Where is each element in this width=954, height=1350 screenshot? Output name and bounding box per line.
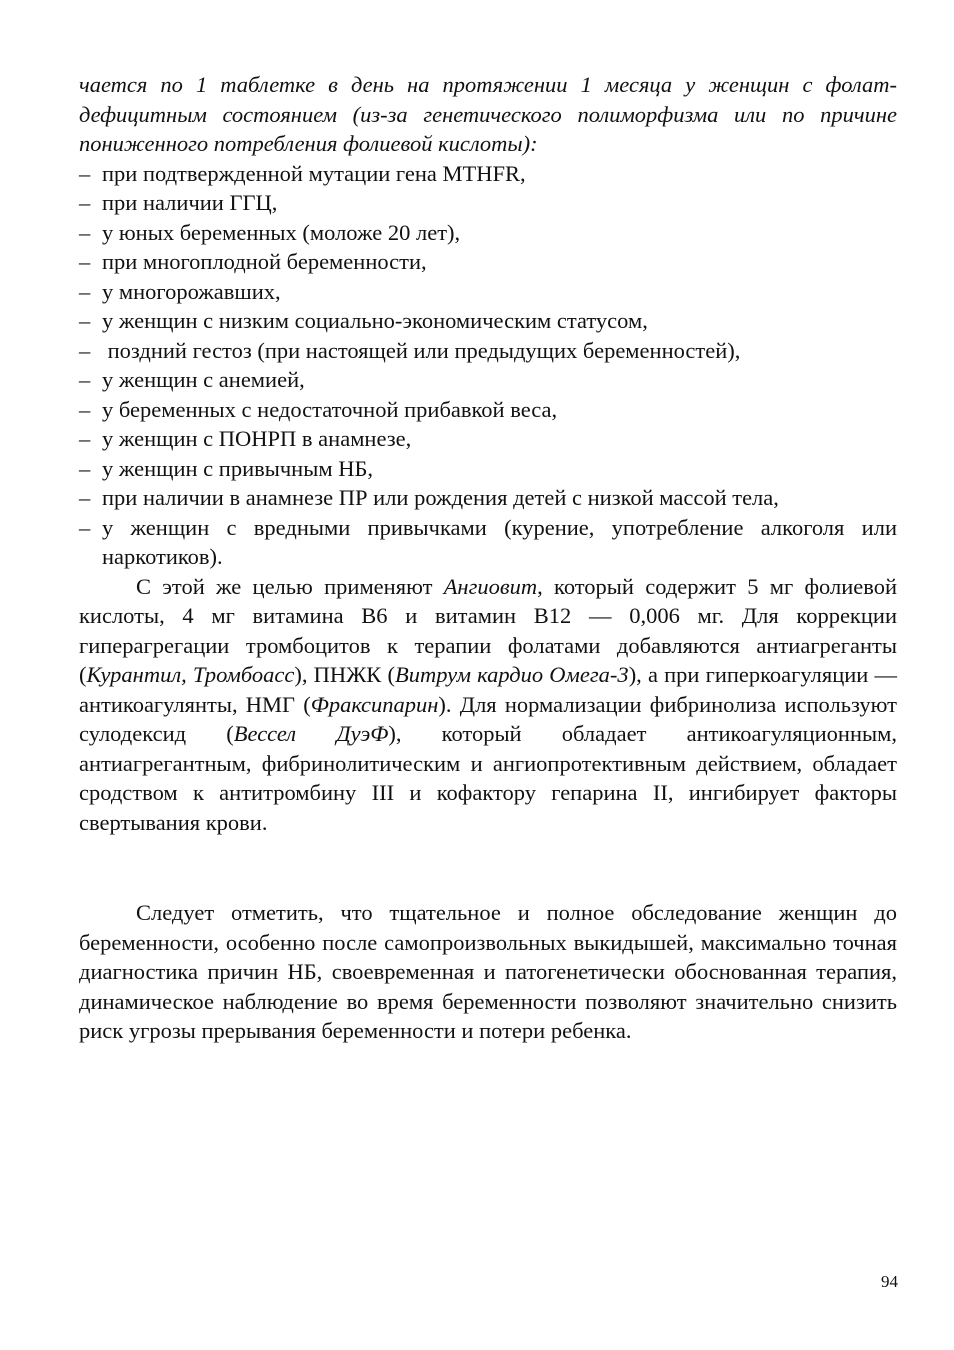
text-segment: ). Для нормализации фибринолиза используют сулодексид ( bbox=[79, 691, 897, 746]
intro-text: чается по 1 таблетке в день на протяжении 1 месяца у женщин с фолат-дефицитным состоянием (из-за генетического полиморфизма или по причине пониженного потребления фолиевой кислоты): bbox=[79, 72, 897, 156]
drug-name: Фраксипарин bbox=[310, 691, 439, 717]
list-item: – при наличии ГГЦ, bbox=[79, 188, 897, 218]
text-segment: С этой же целью применяют bbox=[136, 573, 444, 599]
list-item: – при многоплодной беременности, bbox=[79, 247, 897, 277]
drug-name: Вессел ДуэФ bbox=[233, 721, 389, 746]
list-item: – у женщин с анемией, bbox=[79, 365, 897, 395]
page-body bbox=[79, 70, 897, 1046]
drug-name: Курантил, Тромбоасс bbox=[86, 662, 295, 687]
list-item: – при подтвержденной мутации гена MTHFR, bbox=[79, 159, 897, 189]
list-item: – у женщин с вредными привычками (курение, употребление алкоголя или наркотиков). bbox=[79, 513, 897, 572]
page-number: 94 bbox=[881, 1272, 898, 1291]
list-item: – при наличии в анамнезе ПР или рождения детей с низкой массой тела, bbox=[79, 483, 897, 513]
list-item: – у многорожавших, bbox=[79, 277, 897, 307]
list-item: – у женщин с низким социально-экономическим статусом, bbox=[79, 306, 897, 336]
list-item: – у женщин с привычным НБ, bbox=[79, 454, 897, 484]
conclusion-paragraph: Следует отметить, что тщательное и полное обследование женщин до беременности, особенно после самопроизвольных выкидышей, максимально точная диагностика причин НБ, своевременная и патогенетически обоснованная терапия, динамическое наблюдение во время беременности позволяют значительно снизить риск угрозы прерывания беременности и потери ребенка. bbox=[79, 900, 897, 1043]
drug-name: Витрум кардио Омега-3 bbox=[394, 662, 629, 687]
section-gap bbox=[79, 837, 897, 898]
list-item: – у беременных с недостаточной прибавкой веса, bbox=[79, 395, 897, 425]
text-segment: ), который обладает антикоагуляционным, антиагрегантным, фибринолитическим и ангиопротективным действием, обладает сродством к антитромбину III и кофактору гепарина II, ингибирует факторы свертывания крови. bbox=[79, 721, 897, 835]
list-item: – у женщин с ПОНРП в анамнезе, bbox=[79, 424, 897, 454]
drug-name: Ангиовит bbox=[443, 573, 538, 599]
text-segment: , который содержит 5 мг фолиевой кислоты, 4 мг витамина В6 и витамин В12 — 0,006 мг. Для коррекции гиперагрегации тромбоцитов к терапии фолатами добавляются антиагреганты ( bbox=[79, 573, 897, 687]
text-segment: ), а при гиперкоагуляции — антикоагулянты, НМГ ( bbox=[79, 662, 898, 717]
list-item: – поздний гестоз (при настоящей или предыдущих беременностей), bbox=[79, 336, 897, 366]
list-item: – у юных беременных (моложе 20 лет), bbox=[79, 218, 897, 248]
text-segment: ), ПНЖК ( bbox=[294, 662, 395, 687]
indication-list bbox=[79, 159, 897, 572]
therapy-paragraph bbox=[79, 572, 897, 838]
